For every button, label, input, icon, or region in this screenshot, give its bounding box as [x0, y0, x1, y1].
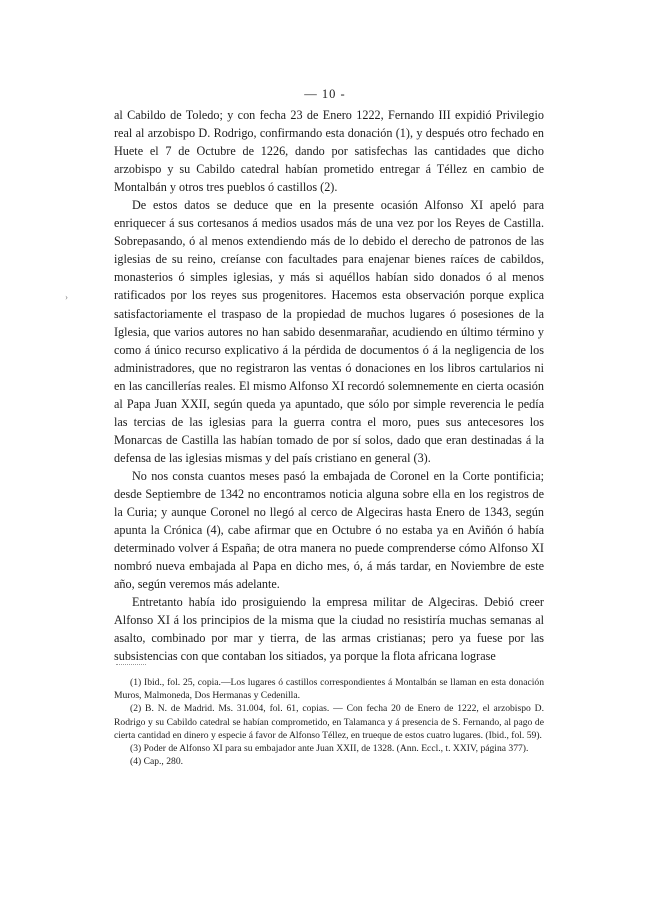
- footnote: (2) B. N. de Madrid. Ms. 31.004, fol. 61, copias. — Con fecha 20 de Enero de 1222, el arzobispo D. Rodrigo y su Cabildo catedral se habían comprometido, en Talamanca y á presencia de S. Fernando, al pago de cierta cantidad en dinero y especie á favor de Alfonso Téllez, en trueque de estos cuatro lugares. (Ibid., fol. 59).: [114, 703, 544, 741]
- paragraph: De estos datos se deduce que en la presente ocasión Alfonso XI apeló para enriquecer á sus cortesanos á medios usados más de una vez por los Reyes de Castilla. Sobrepasando, ó al menos extendiendo más de lo debido el derecho de patronos de las iglesias de su reino, creíanse con facultades para enajenar bienes raíces de cabildos, monasterios ó simples iglesias, y más si aquéllos habían sido donados ó al menos ratificados por los reyes sus progenitores. Hacemos esta observación porque explica satisfactoriamente el traspaso de la propiedad de muchos lugares ó posesiones de la Iglesia, que varios autores no han sabido desenmarañar, acudiendo en último término y como á único recurso explicativo á la pérdida de documentos ó á la negligencia de los administradores, que no registraron las ventas ó donaciones en los libros cartularios ni en las cancillerías reales. El mismo Alfonso XI recordó solemnemente en cierta ocasión al Papa Juan XXII, según queda ya apuntado, que sólo por simple reverencia le pedía las tercias de las iglesias para la guerra contra el moro, pues sus antecesores los Monarcas de Castilla las habían tomado de por sí solos, dado que eran destinadas á la defensa de las iglesias mismas y del país cristiano en general (3).: [114, 198, 544, 465]
- footnote: (1) Ibid., fol. 25, copia.—Los lugares ó castillos correspondientes á Montalbán se llaman en esta donación Muros, Malmoneda, Dos Hermanas y Cedenilla.: [114, 677, 544, 702]
- paragraph: al Cabildo de Toledo; y con fecha 23 de Enero 1222, Fernando III expidió Privilegio real al arzobispo D. Rodrigo, confirmando esta donación (1), y después otro fechado en Huete el 7 de Octubre de 1226, dando por satisfechas las cantidades que dicho arzobispo y su Cabildo catedral habían prometido entregar á Téllez en cambio de Montalbán y otros tres pueblos ó castillos (2).: [114, 108, 544, 195]
- footnote: (4) Cap., 280.: [130, 756, 184, 768]
- footnotes: [114, 676, 544, 768]
- body-text: [114, 106, 544, 665]
- footnote: (3) Poder de Alfonso XI para su embajador ante Juan XXII, de 1328. (Ann. Eccl., t. XXIV, página 377).: [130, 743, 529, 755]
- paragraph: No nos consta cuantos meses pasó la embajada de Coronel en la Corte pontificia; desde Septiembre de 1342 no encontramos noticia alguna sobre ella en los registros de la Curia; y aunque Coronel no llegó al cerco de Algeciras hasta Enero de 1343, según apunta la Crónica (4), cabe afirmar que en Octubre ó no estaba ya en Aviñón ó había determinado volver á España; de otra manera no puede comprenderse cómo Alfonso XI nombró nueva embajada al Papa en dicho mes, ó, á más tardar, en Noviembre de este año, según veremos más adelante.: [114, 468, 544, 592]
- footnote-rule: [116, 664, 146, 665]
- page-number: — 10 -: [304, 87, 346, 101]
- margin-mark: ›: [65, 292, 68, 302]
- paragraph: Entretanto había ido prosiguiendo la empresa militar de Algeciras. Debió creer Alfonso XI á los principios de la misma que la ciudad no resistiría muchas semanas al asalto, combinado por mar y tierra, de las armas cristianas; pero ya fuese por las subsistencias con que contaban los sitiados, ya porque la flota africana lograse: [114, 595, 544, 664]
